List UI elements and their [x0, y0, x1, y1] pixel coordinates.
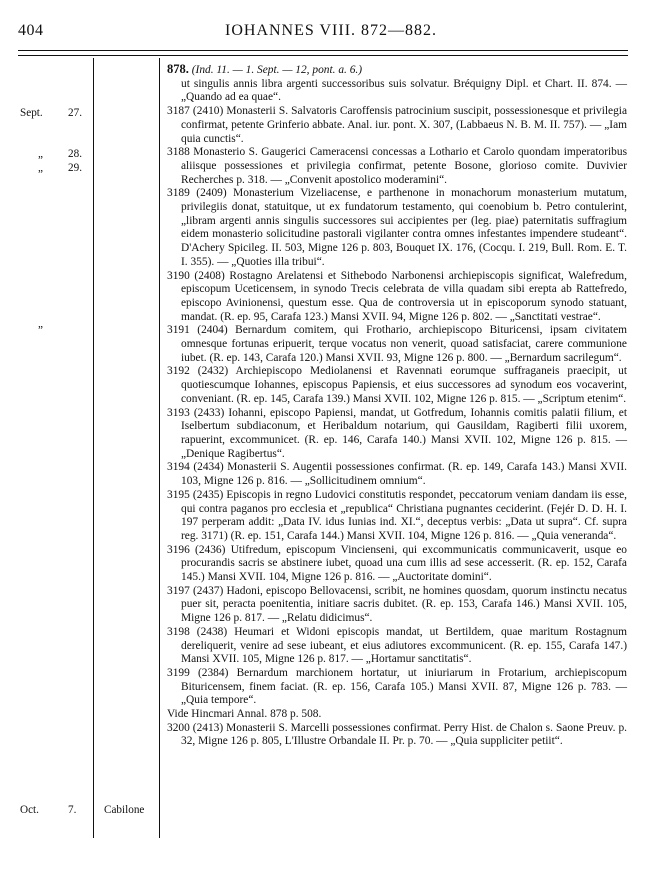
- entry-text: 3200 (2413) Monasterii S. Marcelli possessiones confirmat. Perry Hist. de Chalon s. Saone Preuv. p. 32, Migne 126 p. 805, L'Illustre Orbandale II. Pr. p. 70. — „Quia suppliciter petiit“.: [167, 721, 627, 748]
- margin-date: [18, 148, 82, 160]
- regest-entry: [167, 544, 627, 585]
- entry-text: ut singulis annis libra argenti successoribus suis solvatur. Bréquigny Dipl. et Chart. II. 874. — „Quando ad ea quae“.: [181, 77, 627, 104]
- regest-entry: [167, 489, 627, 544]
- margin-place: Cabilone: [104, 804, 145, 816]
- entry-text: 3190 (2408) Rostagno Arelatensi et Sithebodo Narbonensi archiepiscopis significat, Walefredum, episcopum Uceticensem, in synodo Trecis celebrata de villa quadam sibi erepta ab Rattefredo, episcopo Avinionensi, questum esse. Qua de controversia ut in episcoporum synodo statuant, mandat. (R. ep. 95, Carafa 123.) Mansi XVII. 94, Migne 126 p. 802. — „Sanctitati vestrae“.: [167, 269, 627, 323]
- page-header: [0, 22, 650, 50]
- margin-date: [18, 318, 43, 330]
- margin-date-day: 7.: [68, 804, 77, 816]
- regest-entry: [167, 105, 627, 146]
- margin-date-month: „: [38, 162, 43, 174]
- margin-date: [18, 162, 82, 174]
- column-divider-place: [159, 58, 160, 838]
- year-number: 878.: [167, 62, 189, 76]
- year-heading-entry: [167, 63, 627, 105]
- regest-entry: [167, 626, 627, 667]
- regest-entry: [167, 146, 627, 187]
- entry-text: Vide Hincmari Annal. 878 p. 508.: [167, 708, 322, 721]
- regest-entry: [167, 667, 627, 708]
- entry-text: 3195 (2435) Episcopis in regno Ludovici constitutis respondet, peccatorum veniam dandam iis esse, qui contra paganos pro ecclesia et „republica“ Christiana pugnantes ceciderint. (Fejér D. D. H. I. 197 perperam addit: „Data IV. idus Iunias ind. XI.“, deceptus verbis: „Data ut supra“. Cf. supra reg. 3171) (R. ep. 151, Carafa 144.) Mansi XVII. 104, Migne 126 p. 816. — „Quia veneranda“.: [167, 488, 627, 542]
- regest-entry: [167, 461, 627, 488]
- margin-date-month: „: [38, 148, 43, 160]
- margin-date-day: 28.: [68, 148, 82, 160]
- entry-text: 3191 (2404) Bernardum comitem, qui Frothario, archiepiscopo Bituricensi, ipsam civitatem omnesque fortunas eripuerit, terque vocatus non venerit, quoad satisfaciat, carere communione iubet. (R. ep. 143, Carafa 120.) Mansi XVII. 93, Migne 126 p. 800. — „Bernardum sacrilegum“.: [167, 324, 627, 364]
- entry-text: 3197 (2437) Hadoni, episcopo Bellovacensi, scribit, ne homines quosdam, quorum instinctu necatus puer sit, peracta poenitentia, initiare sacris dubitet. (R. ep. 153, Carafa 146.) Mansi XVII. 105, Migne 126 p. 817. — „Relatu didicimus“.: [167, 584, 627, 625]
- regest-entry: [167, 585, 627, 626]
- entry-text: 3193 (2433) Iohanni, episcopo Papiensi, mandat, ut Gotfredum, Iohannis comitis palatii filium, et Iselbertum subdiaconum, et Heribaldum notarium, qui Gausildam, Ragiberti filii uxorem, rapuerint, excommunicet. (R. ep. 146, Carafa 140.) Mansi XVII. 102, Migne 126 p. 815. — „Denique Ragibertus“.: [167, 406, 627, 460]
- entry-text: 3199 (2384) Bernardum marchionem hortatur, ut iniuriarum in Frotarium, archiepiscopum Bituricensem, finem faciat. (R. ep. 156, Carafa 105.) Mansi XVII. 87, Migne 126 p. 783. — „Quia tempore“.: [167, 666, 627, 707]
- margin-date-month: „: [38, 318, 43, 330]
- entry-text: 3194 (2434) Monasterii S. Augentii possessiones confirmat. (R. ep. 149, Carafa 143.) Mansi XVII. 103, Migne 126 p. 816. — „Sollicitudinem omnium“.: [167, 461, 627, 488]
- margin-date-month: Oct.: [20, 804, 39, 816]
- running-title: IOHANNES VIII. 872—882.: [225, 22, 438, 39]
- regest-entry: [167, 407, 627, 462]
- regesta-entries: [167, 63, 627, 749]
- regest-entry: [167, 324, 627, 365]
- margin-date-day: 29.: [68, 162, 82, 174]
- entry-text: 3198 (2438) Heumari et Widoni episcopis mandat, ut Bertildem, quae maritum Rostagnum dereliquerit, venire ad sese iubeant, et eius adiutores excommunicent. (R. ep. 155, Carafa 147.) Mansi XVII. 105, Migne 126 p. 817. — „Hortamur sanctitatis“.: [167, 625, 627, 666]
- year-indiction: (Ind. 11. — 1. Sept. — 12, pont. a. 6.): [191, 64, 363, 76]
- regest-entry: [167, 187, 627, 269]
- regest-entry: [167, 722, 627, 749]
- header-rule-thin: [18, 55, 628, 56]
- column-divider-date: [93, 58, 94, 838]
- regest-entry: [167, 270, 627, 325]
- header-rule: [18, 50, 628, 51]
- cross-reference: [167, 708, 627, 722]
- page-number: 404: [18, 22, 44, 39]
- margin-date: [18, 107, 82, 119]
- entry-text: 3192 (2432) Archiepiscopo Mediolanensi et Ravennati eorumque suffraganeis praecipit, ut quotiescumque Iohannes, episcopus Papiensis, et eius successores ad synodum eos vocaverint, conveniant. (R. ep. 145, Carafa 139.) Mansi XVII. 102, Migne 126 p. 815. — „Scriptum etenim“.: [167, 365, 627, 405]
- margin-date-month: Sept.: [20, 107, 43, 119]
- margin-date: [18, 804, 77, 816]
- margin-date-day: 27.: [68, 107, 82, 119]
- entry-text: 3187 (2410) Monasterii S. Salvatoris Caroffensis patrocinium suscipit, possessionesque et privilegia confirmat, petente Grinferio abbate. Anal. iur. pont. X. 307, (Labbaeus N. B. M. II. 757). — „Iam quia cunctis“.: [167, 105, 627, 145]
- entry-text: 3196 (2436) Utifredum, episcopum Vincienseni, qui excommunicatis communicaverit, usque eo procurandis sacris se abstinere iubet, quoad una cum illis ad sese accesserit. (R. ep. 152, Carafa 145.) Mansi XVII. 104, Migne 126 p. 816. — „Auctoritate domini“.: [167, 543, 627, 584]
- entry-text: 3188 Monasterio S. Gaugerici Cameracensi concessas a Lothario et Carolo quondam imperatoribus aliisque possessiones et privilegia confirmat, petente Bosone, glorioso comite. Duvivier Recherches p. 318. — „Convenit apostolico moderamini“.: [167, 146, 627, 186]
- entry-text: 3189 (2409) Monasterium Vizeliacense, e parthenone in monachorum monasterium mutatum, privilegiis donat, statuitque, ut ex fundatorum testamento, qui coenobium b. Petro contulerint, „libram argenti annis singulis successores sui accipientes per (leg. piae) paternitatis suffragium eidem monasterio solicitudine pastorali vigilanter contra omnes infestantes impendere studeant“. D'Achery Spicileg. II. 503, Migne 126 p. 803, Bouquet IX. 176, (Cocqu. I. 219, Bull. Rom. E. T. I. 355). — „Quoties illa tribui“.: [167, 187, 627, 268]
- regest-entry: [167, 365, 627, 406]
